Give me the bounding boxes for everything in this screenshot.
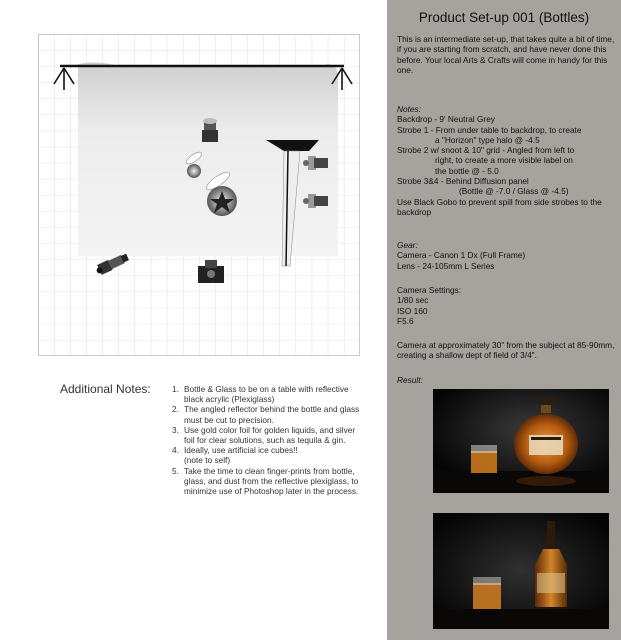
- additional-notes-heading: Additional Notes:: [60, 382, 151, 396]
- notes-section: Notes: Backdrop - 9' Neutral Grey Strobe 1 - From under table to backdrop, to create a "Horizon" type halo @ -4.5 Strobe 2 w/ snoot & 10" grid - Angled from left to right, to create a more visible label on the bottle @ - 5.0 Strobe 3&4 - Behind Diffusion panel (Bottle @ -7.0 / Glass @ -4.5) Use Black Gobo to prevent spill from side strobes to the backdrop: [397, 104, 602, 217]
- distance-note: Camera at approximately 30" from the subject at 85-90mm, creating a shallow dept of field of 3/4".: [397, 340, 615, 361]
- list-item: 1. Bottle & Glass to be on a table with reflective black acrylic (Plexiglass): [172, 384, 349, 405]
- list-item: 4. Ideally, use artificial ice cubes!! (note to self): [172, 445, 298, 466]
- camera-settings-section: Camera Settings: 1/80 sec ISO 160 F5.6: [397, 285, 462, 326]
- setup-diagram-svg: [38, 34, 360, 356]
- list-item: 3. Use gold color foil for golden liquids, and silver foil for clear solutions, such as tequila & gin.: [172, 424, 356, 446]
- result-photo-2: [433, 513, 609, 629]
- lighting-diagram: [38, 34, 360, 356]
- list-item: 2. The angled reflector behind the bottle and glass must be cut to precision.: [172, 404, 360, 425]
- notes-heading: Notes:: [397, 104, 421, 114]
- info-panel: [387, 0, 621, 640]
- result-photo-1: [433, 389, 609, 493]
- gear-heading: Gear:: [397, 240, 418, 250]
- gear-section: Gear: Camera - Canon 1 Dx (Full Frame) Lens - 24-105mm L Series: [397, 240, 526, 271]
- page-title: Product Set-up 001 (Bottles): [418, 10, 590, 25]
- list-item: 5. Take the time to clean finger-prints from bottle, glass, and dust from the reflective plexiglass, to minimize use of Photoshop later in the process.: [172, 465, 359, 497]
- intro-text: This is an intermediate set-up, that takes quite a bit of time, if you are starting from scratch, and have never done this before. Your local Arts & Crafts will come in handy for this one.: [397, 34, 615, 75]
- camera-settings-heading: Camera Settings:: [397, 285, 462, 295]
- strobe-1: [202, 118, 218, 142]
- additional-notes-list: [172, 384, 362, 496]
- result-heading: Result:: [397, 375, 423, 385]
